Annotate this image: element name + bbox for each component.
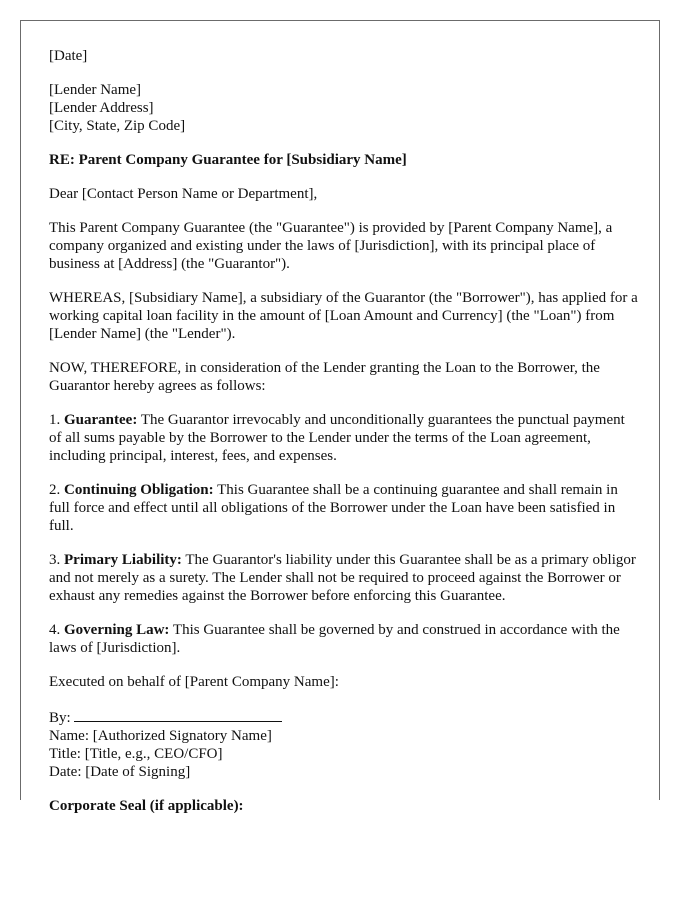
lender-address: [Lender Address] <box>49 100 154 116</box>
clause-number: 3. <box>49 552 61 568</box>
salutation: Dear [Contact Person Name or Department], <box>49 186 318 202</box>
clause-title: Primary Liability: <box>64 552 182 568</box>
clause-text: This Guarantee shall be a continuing guarantee and shall remain in full force and effect until all obligations of the Borrower under the Loan have been satisfied in full. <box>49 482 618 534</box>
signature-line <box>74 707 282 722</box>
clause-4 <box>49 621 639 657</box>
clause-text: This Guarantee shall be governed by and construed in accordance with the laws of [Jurisdiction]. <box>49 622 620 656</box>
executed-line: Executed on behalf of [Parent Company Name]: <box>49 674 339 690</box>
signatory-name: Name: [Authorized Signatory Name] <box>49 728 272 744</box>
signature-by-row <box>49 707 639 727</box>
clause-number: 1. <box>49 412 61 428</box>
clause-number: 4. <box>49 622 61 638</box>
corporate-seal-line: Corporate Seal (if applicable): <box>49 798 244 814</box>
lender-address-block <box>49 81 639 135</box>
signatory-title: Title: [Title, e.g., CEO/CFO] <box>49 746 223 762</box>
letter-body <box>49 47 639 831</box>
clause-text: The Guarantor's liability under this Guarantee shall be as a primary obligor and not merely as a surety. The Lender shall not be required to proceed against the Borrower or exhaust any remedies against the Borrower before enforcing this Guarantee. <box>49 552 636 604</box>
intro-paragraph: This Parent Company Guarantee (the "Guarantee") is provided by [Parent Company Name], a company organized and existing under the laws of [Jurisdiction], with its principal place of business at [Address] (the "Guarantor"). <box>49 220 613 272</box>
clause-text: The Guarantor irrevocably and unconditionally guarantees the punctual payment of all sums payable by the Borrower to the Lender under the terms of the Loan agreement, including principal, interest, fees, and expenses. <box>49 412 625 464</box>
lender-city: [City, State, Zip Code] <box>49 118 186 134</box>
clause-title: Guarantee: <box>64 412 138 428</box>
whereas-paragraph: WHEREAS, [Subsidiary Name], a subsidiary of the Guarantor (the "Borrower"), has applied for a working capital loan facility in the amount of [Loan Amount and Currency] (the "Loan") from [Lender Name] (the "Lender"). <box>49 290 638 342</box>
signing-date: Date: [Date of Signing] <box>49 764 191 780</box>
clause-title: Continuing Obligation: <box>64 482 214 498</box>
clause-title: Governing Law: <box>64 622 170 638</box>
signature-block <box>49 707 639 781</box>
clause-1 <box>49 411 639 465</box>
therefore-paragraph: NOW, THEREFORE, in consideration of the Lender granting the Loan to the Borrower, the Guarantor hereby agrees as follows: <box>49 360 600 394</box>
letter-page <box>20 20 660 814</box>
clause-number: 2. <box>49 482 61 498</box>
signature-by-label: By: <box>49 710 71 726</box>
subject-line: RE: Parent Company Guarantee for [Subsidiary Name] <box>49 152 407 168</box>
clause-3 <box>49 551 639 605</box>
clause-2 <box>49 481 639 535</box>
lender-name: [Lender Name] <box>49 82 142 98</box>
letter-date: [Date] <box>49 48 88 64</box>
